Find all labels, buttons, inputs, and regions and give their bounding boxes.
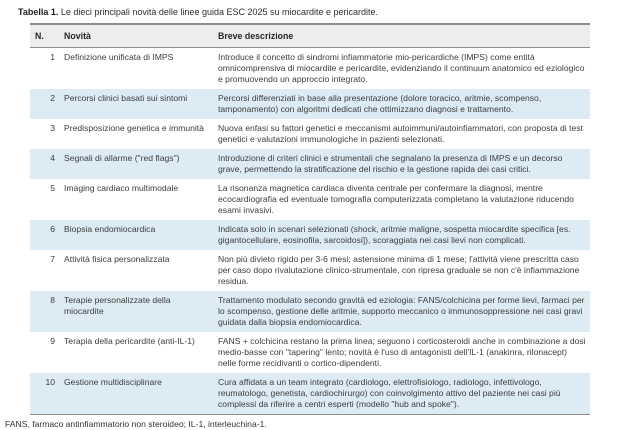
row-number-cell: 3 <box>50 123 55 133</box>
row-number-cell: 9 <box>50 336 55 346</box>
table-caption <box>18 7 619 18</box>
row-novita-cell: Imaging cardiaco multimodale <box>64 183 179 193</box>
row-novita-cell: Segnali di allarme ("red flags") <box>64 149 218 179</box>
row-descrizione-cell: FANS + colchicina restano la prima linea; seguono i corticosteroidi anche in combinazione a dosi medio-basse con "tapering" lento; novità è l'uso di antagonisti dell'IL-1 (anakinra, rilonacept) nelle forme recidivanti o cortico-dipendenti. <box>218 336 586 368</box>
row-descrizione-cell: Indicata solo in scenari selezionati (shock, aritmie maligne, sospetta miocardite specifica [es. gigantocellulare, eosinofila, sarcoidosi]), scoraggiata nei casi lievi non complicati. <box>218 220 590 250</box>
row-descrizione-cell: Introduzione di criteri clinici e strumentali che segnalano la presenza di IMPS e un decorso grave, permettendo la stratificazione del rischio e la gestione rapida dei casi critici. <box>218 149 590 179</box>
row-descrizione-cell: Trattamento modulato secondo gravità ed eziologia: FANS/colchicina per forme lievi, farmaci per lo scompenso, gestione delle aritmie, supporto meccanico o immunosoppressione nei casi gravi guidata dalla biopsia endomiocardica. <box>218 291 590 332</box>
row-descrizione-cell: Non più divieto rigido per 3-6 mesi; astensione minima di 1 mese; l'attività viene prescritta caso per caso dopo rivalutazione clinico-strumentale, con ripresa graduale se non c'è infiammazione residua. <box>218 254 580 286</box>
row-novita-cell: Definizione unificata di IMPS <box>64 52 174 62</box>
table-row <box>30 220 590 250</box>
row-novita-cell: Terapie personalizzate della miocardite <box>64 291 218 332</box>
table-row <box>30 89 590 119</box>
header-col-n: N. <box>30 24 64 48</box>
table-row <box>30 332 590 373</box>
table-row <box>30 149 590 179</box>
header-col-descrizione: Breve descrizione <box>218 24 590 48</box>
row-number-cell: 4 <box>30 149 64 179</box>
table-row <box>30 119 590 149</box>
row-number-cell: 1 <box>50 52 55 62</box>
row-novita-cell: Gestione multidisciplinare <box>64 373 218 415</box>
novita-table <box>30 23 590 415</box>
row-descrizione-cell: Introduce il concetto di sindromi infiammatorie mio-pericardiche (IMPS) come entità omnicomprensiva di miocardite e pericardite, evidenziando il continuum anatomico ed eziologico e promuovendo un approccio integrato. <box>218 52 585 84</box>
row-novita-cell: Terapia della pericardite (anti-IL-1) <box>64 336 195 346</box>
table-header <box>30 24 590 48</box>
row-descrizione-cell: Percorsi differenziati in base alla presentazione (dolore toracico, aritmie, scompenso, tamponamento) con algoritmi dedicati che ottimizzano diagnosi e trattamento. <box>218 89 590 119</box>
row-descrizione-cell: Cura affidata a un team integrato (cardiologo, elettrofisiologo, radiologo, infettivologo, reumatologo, genetista, cardiochirurgo) con coinvolgimento attivo del paziente nei casi più complessi da riferire a centri esperti (modello "hub and spoke"). <box>218 373 590 415</box>
row-number-cell: 2 <box>30 89 64 119</box>
table-row <box>30 48 590 90</box>
header-row <box>30 24 590 48</box>
row-number-cell: 7 <box>50 254 55 264</box>
table-caption-label: Tabella 1. <box>18 7 59 17</box>
table-body <box>30 48 590 415</box>
table-row <box>30 179 590 220</box>
table-row <box>30 291 590 332</box>
row-novita-cell: Predisposizione genetica e immunità <box>64 123 204 133</box>
table-row <box>30 373 590 415</box>
article-table-page <box>0 7 619 429</box>
row-descrizione-cell: Nuova enfasi su fattori genetici e meccanismi autoimmuni/autoinfiammatori, con proposta di test genetici e valutazioni immunologiche in pazienti selezionati. <box>218 123 583 144</box>
table-footnote: FANS, farmaco antinfiammatorio non steroideo; IL-1, interleuchina-1. <box>5 419 267 429</box>
table-caption-text: Le dieci principali novità delle linee guida ESC 2025 su miocardite e pericardite. <box>58 7 379 17</box>
row-number-cell: 6 <box>30 220 64 250</box>
row-novita-cell: Percorsi clinici basati sui sintomi <box>64 89 218 119</box>
row-number-cell: 10 <box>30 373 64 415</box>
row-novita-cell: Attività fisica personalizzata <box>64 254 170 264</box>
table-row <box>30 250 590 291</box>
row-number-cell: 5 <box>50 183 55 193</box>
row-descrizione-cell: La risonanza magnetica cardiaca diventa centrale per confermare la diagnosi, mentre ecocardiografia ed eventuale tomografia computerizzata completano la valutazione riducendo esami invasivi. <box>218 183 574 215</box>
row-novita-cell: Biopsia endomiocardica <box>64 220 218 250</box>
row-number-cell: 8 <box>30 291 64 332</box>
header-col-novita: Novità <box>64 24 218 48</box>
